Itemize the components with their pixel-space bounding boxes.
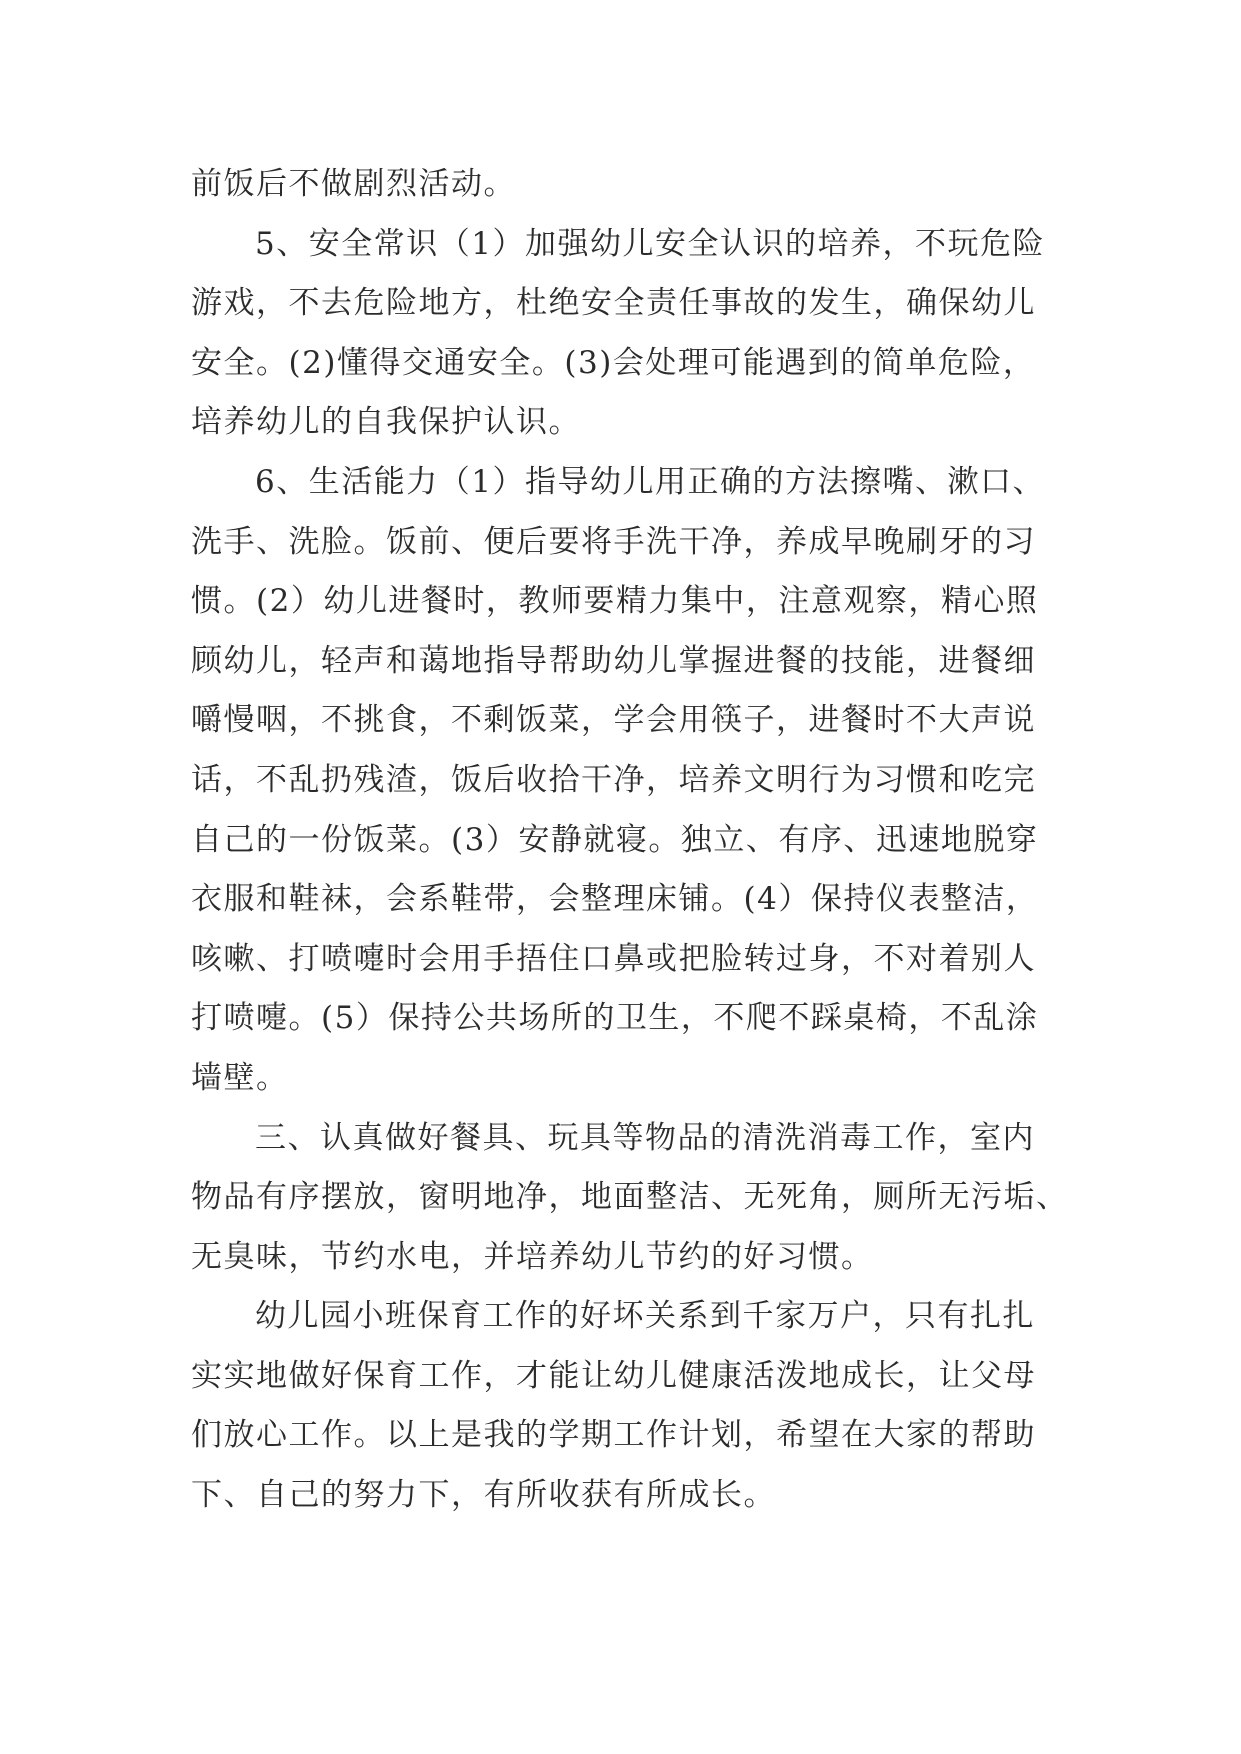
- document-body: [191, 155, 1069, 1526]
- text-line: 们放心工作。以上是我的学期工作计划，希望在大家的帮助: [191, 1417, 1036, 1454]
- text-line: 洗手、洗脸。饭前、便后要将手洗干净，养成早晚刷牙的习: [191, 523, 1036, 560]
- text-line: 培养幼儿的自我保护认识。: [191, 404, 581, 441]
- text-line: 幼儿园小班保育工作的好坏关系到千家万户，只有扎扎: [255, 1298, 1035, 1335]
- text-line: 前饭后不做剧烈活动。: [191, 166, 516, 202]
- text-line: 6、生活能力（1）指导幼儿用正确的方法擦嘴、漱口、: [255, 463, 1045, 500]
- text-line: 下、自己的努力下，有所收获有所成长。: [191, 1477, 776, 1514]
- text-line: 墙壁。: [191, 1059, 289, 1096]
- text-line: 惯。(2）幼儿进餐时，教师要精力集中，注意观察，精心照: [191, 583, 1039, 620]
- text-line: 咳嗽、打喷嚏时会用手捂住口鼻或把脸转过身，不对着别人: [191, 940, 1036, 977]
- text-line: 三、认真做好餐具、玩具等物品的清洗消毒工作，室内: [255, 1119, 1035, 1156]
- text-line: 物品有序摆放，窗明地净，地面整洁、无死角，厕所无污垢、: [191, 1179, 1069, 1216]
- text-line: 游戏，不去危险地方，杜绝安全责任事故的发生，确保幼儿: [191, 285, 1036, 322]
- text-line: 无臭味，节约水电，并培养幼儿节约的好习惯。: [191, 1238, 874, 1275]
- text-line: 话，不乱扔残渣，饭后收拾干净，培养文明行为习惯和吃完: [191, 761, 1036, 798]
- text-line: 顾幼儿，轻声和蔼地指导帮助幼儿掌握进餐的技能，进餐细: [191, 642, 1036, 679]
- text-line: 打喷嚏。(5）保持公共场所的卫生，不爬不踩桌椅，不乱涂: [191, 1000, 1039, 1037]
- text-line: 安全。(2)懂得交通安全。(3)会处理可能遇到的简单危险，: [191, 344, 1036, 381]
- text-line: 自己的一份饭菜。(3）安静就寝。独立、有序、迅速地脱穿: [191, 821, 1039, 858]
- text-line: 嚼慢咽，不挑食，不剩饭菜，学会用筷子，进餐时不大声说: [191, 702, 1036, 739]
- text-line: 衣服和鞋袜，会系鞋带，会整理床铺。(4）保持仪表整洁，: [191, 881, 1039, 918]
- text-line: 5、安全常识（1）加强幼儿安全认识的培养，不玩危险: [255, 225, 1045, 262]
- text-line: 实实地做好保育工作，才能让幼儿健康活泼地成长，让父母: [191, 1357, 1036, 1394]
